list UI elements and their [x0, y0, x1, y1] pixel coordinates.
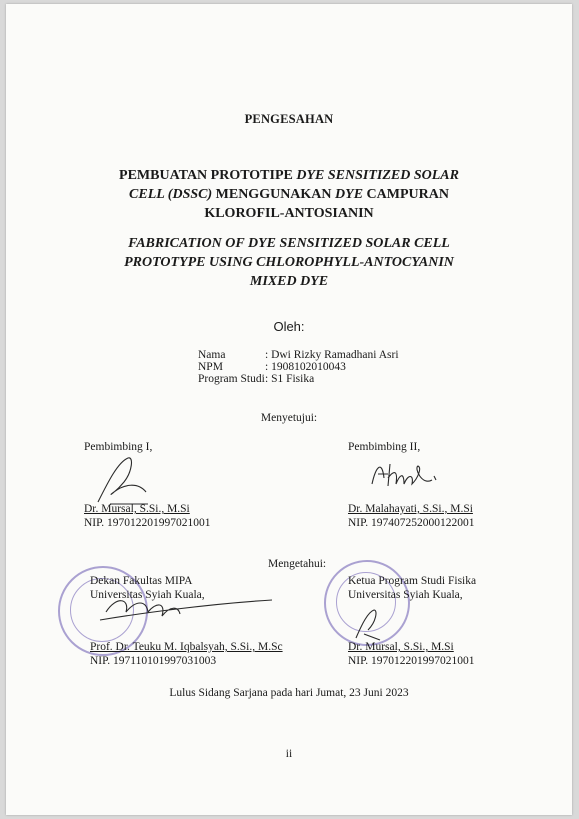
dekan-block: [90, 640, 283, 668]
pembimbing1-nip: NIP. 197012201997021001: [84, 517, 211, 529]
pembimbing1-name: Dr. Mursal, S.Si., M.Si: [84, 503, 190, 515]
mengetahui-label: Mengetahui:: [268, 558, 327, 570]
title-en-line1: FABRICATION OF DYE SENSITIZED SOLAR CELL: [128, 236, 450, 251]
dekan-role-line2: Universitas Syiah Kuala,: [90, 589, 205, 601]
pembimbing1-role: Pembimbing I,: [84, 441, 153, 453]
student-info: [198, 349, 399, 385]
pembimbing2-block: [348, 502, 475, 530]
menyetujui-label: Menyetujui:: [260, 412, 318, 424]
pembimbing1-signature: [88, 452, 168, 508]
document-page: [6, 4, 572, 815]
dekan-role-line1: Dekan Fakultas MIPA: [90, 575, 193, 587]
dekan-signature: [96, 590, 276, 630]
dekan-name: Prof. Dr. Teuku M. Iqbalsyah, S.Si., M.Sc: [90, 641, 283, 653]
pembimbing2-name: Dr. Malahayati, S.Si., M.Si: [348, 503, 473, 515]
page-number: ii: [285, 748, 293, 760]
page-heading: PENGESAHAN: [244, 112, 334, 126]
title-english: [6, 234, 572, 291]
graduation-date: Lulus Sidang Sarjana pada hari Jumat, 23 Juni 2023: [169, 687, 409, 699]
title-indonesian: [6, 166, 572, 223]
kaprodi-signature: [350, 604, 390, 644]
student-npm-row: NPM : 1908102010043: [198, 361, 346, 373]
kaprodi-role-line1: Ketua Program Studi Fisika: [348, 575, 477, 587]
title-id-line1: PEMBUATAN PROTOTIPE DYE SENSITIZED SOLAR: [119, 168, 459, 183]
kaprodi-role: [348, 574, 476, 602]
student-prodi-row: Program Studi : S1 Fisika: [198, 373, 315, 385]
kaprodi-block: [348, 640, 475, 668]
kaprodi-role-line2: Universitas Syiah Kuala,: [348, 589, 463, 601]
oleh-label: Oleh:: [273, 319, 305, 334]
dekan-nip: NIP. 197110101997031003: [90, 655, 217, 667]
title-en-line2: PROTOTYPE USING CHLOROPHYLL-ANTOCYANIN: [124, 255, 454, 270]
student-name-row: Nama : Dwi Rizky Ramadhani Asri: [198, 349, 399, 361]
pembimbing2-nip: NIP. 197407252000122001: [348, 517, 475, 529]
kaprodi-nip: NIP. 197012201997021001: [348, 655, 475, 667]
kaprodi-name: Dr. Mursal, S.Si., M.Si: [348, 641, 454, 653]
pembimbing2-role: Pembimbing II,: [348, 441, 421, 453]
title-id-line2: CELL (DSSC) MENGGUNAKAN DYE CAMPURAN: [129, 187, 449, 202]
pembimbing1-block: [84, 502, 211, 530]
title-id-line3: KLOROFIL-ANTOSIANIN: [204, 206, 374, 221]
pembimbing2-signature: [366, 456, 446, 496]
title-en-line3: MIXED DYE: [249, 274, 329, 289]
